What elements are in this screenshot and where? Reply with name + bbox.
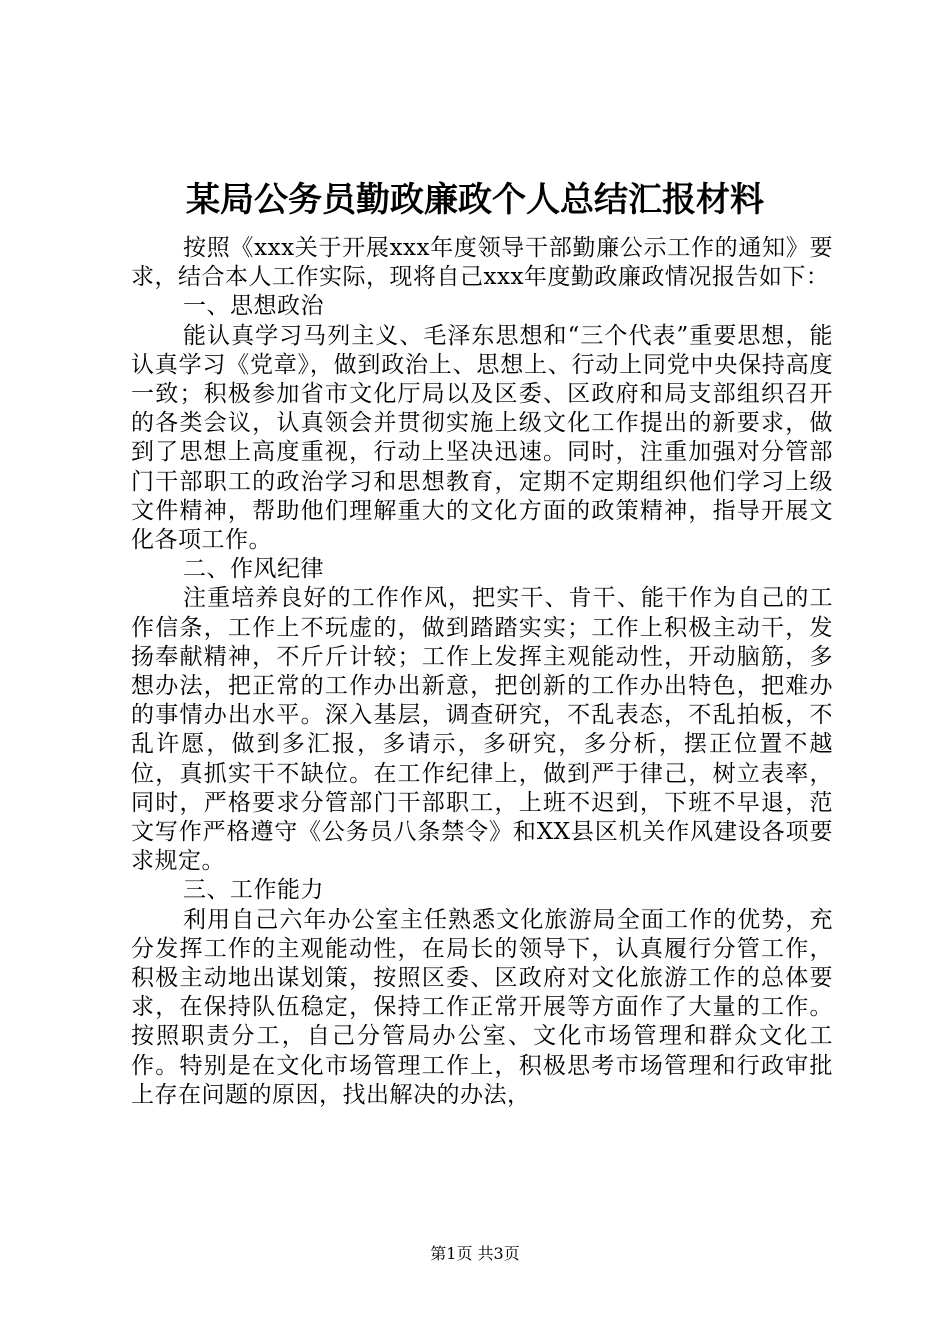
document-title: 某局公务员勤政廉政个人总结汇报材料 [186, 180, 764, 220]
section-heading-discipline: 二、作风纪律 [183, 556, 324, 583]
document-body [131, 234, 833, 1110]
section-paragraph-discipline: 注重培养良好的工作作风，把实干、肯干、能干作为自己的工作信条，工作上不玩虚的，做到踏踏实实；工作上积极主动干，发扬奉献精神，不斤斤计较；工作上发挥主观能动性，开动脑筋，多想办法，把正常的工作办出新意，把创新的工作办出特色，把难办的事情办出水平。深入基层，调查研究，不乱表态，不乱拍板，不乱许愿，做到多汇报，多请示，多研究，多分析，摆正位置不越位，真抓实干不缺位。在工作纪律上，做到严于律己，树立表率，同时，严格要求分管部门干部职工，上班不迟到，下班不早退，范文写作严格遵守《公务员八条禁令》和XX县区机关作风建设各项要求规定。 [131, 585, 833, 875]
section-paragraph-ability: 利用自己六年办公室主任熟悉文化旅游局全面工作的优势，充分发挥工作的主观能动性，在局长的领导下，认真履行分管工作，积极主动地出谋划策，按照区委、区政府对文化旅游工作的总体要求，在保持队伍稳定，保持工作正常开展等方面作了大量的工作。按照职责分工，自己分管局办公室、文化市场管理和群众文化工作。特别是在文化市场管理工作上，积极思考市场管理和行政审批上存在问题的原因，找出解决的办法， [131, 906, 833, 1108]
intro-paragraph: 按照《xxx关于开展xxx年度领导干部勤廉公示工作的通知》要求，结合本人工作实际，现将自己xxx年度勤政廉政情况报告如下： [131, 235, 833, 291]
section-heading-ability: 三、工作能力 [183, 877, 324, 904]
section-heading-politics: 一、思想政治 [183, 293, 324, 320]
page-number-footer: 第1页 共3页 [430, 1244, 520, 1263]
section-paragraph-politics: 能认真学习马列主义、毛泽东思想和“三个代表”重要思想，能认真学习《党章》，做到政治上、思想上、行动上同党中央保持高度一致；积极参加省市文化厅局以及区委、区政府和局支部组织召开的各类会议，认真领会并贯彻实施上级文化工作提出的新要求，做到了思想上高度重视，行动上坚决迅速。同时，注重加强对分管部门干部职工的政治学习和思想教育，定期不定期组织他们学习上级文件精神，帮助他们理解重大的文化方面的政策精神，指导开展文化各项工作。 [131, 322, 833, 554]
